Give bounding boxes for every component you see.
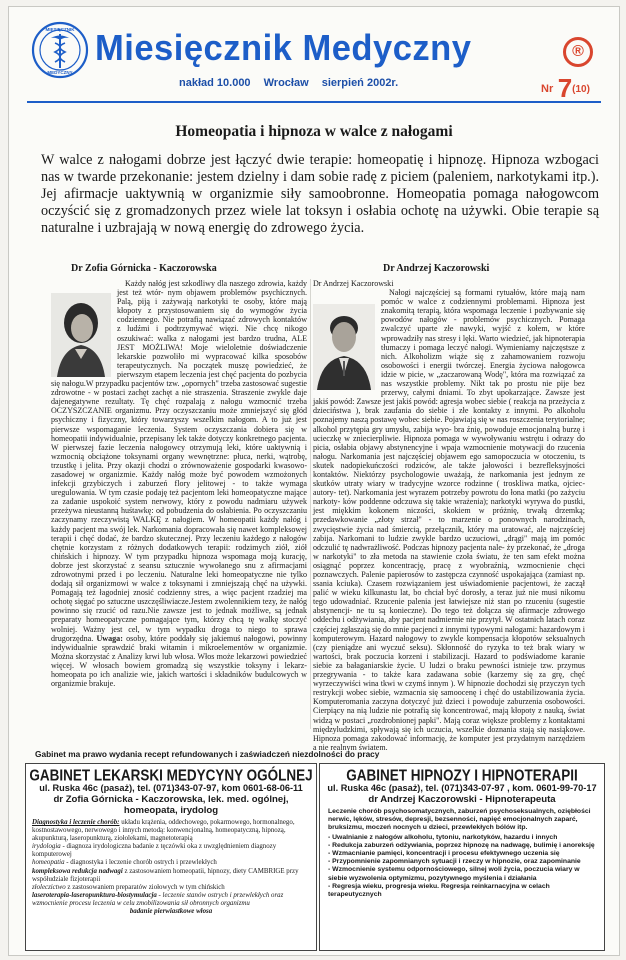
svc-homeopathy-head: homeopatia	[32, 859, 65, 867]
ad-left-title: GABINET LEKARSKI MEDYCYNY OGÓLNEJ	[29, 766, 313, 785]
author-left: Dr Zofia Górnicka - Kaczorowska	[71, 263, 217, 274]
masthead-title: Miesięcznik Medyczny	[95, 27, 472, 68]
ad-left-spec: homeopata, irydolog	[123, 805, 219, 816]
registered-mark-icon: ®	[563, 37, 593, 67]
ad-right-item: - Redukcja zaburzeń odżywiania, poprzez hipnozę na nadwagę, bulimię i anoreksję	[328, 841, 595, 849]
ad-right-item: - Wzmocnienie systemu odpornościowego, silnej woli życia, poczucia wiary w siebie wyzwolenia optymizmu, pozytywnego myślenia i działania	[328, 866, 580, 882]
issue-number	[541, 73, 590, 104]
article-headline: Homeopatia i hipnoza w walce z nałogami	[175, 123, 453, 140]
ad-right-address: ul. Ruska 46c (pasaż), tel. (071)343-07-97 , kom. 0601-99-70-17	[327, 783, 597, 793]
svc-laser-head: laseroterapia-laseropunktura-biostymulacja	[32, 891, 157, 899]
ad-right-intro: Leczenie chorób psychosomatycznych, zaburzeń psychoseksualnych, oziębłości nerwic, lęków, stresów, depresji, bezsenności, napięć emocjonalnych zaparć, bruksizmu, moczeń nocnych u dzieci, przewlekłych bólów itp.	[328, 808, 591, 832]
article-column-right	[313, 279, 585, 752]
ad-left-doctor: dr Zofia Górnicka - Kaczorowska, lek. med. ogólnej,	[53, 794, 289, 805]
svc-iridology-head: irydologia	[32, 843, 61, 851]
author-right: Dr Andrzej Kaczorowski	[383, 263, 490, 274]
prescription-note: Gabinet ma prawo wydania recept refundowanych i zaświadczeń niezdolności do pracy	[35, 749, 380, 759]
ad-right-item: - Przypomnienie zapomnianych sytuacji i rzeczy w hipnozie, oraz zapominanie	[328, 858, 581, 866]
ad-right-services	[320, 805, 604, 899]
city: Wrocław	[263, 77, 309, 89]
ad-right-doctor: dr Andrzej Kaczorowski - Hipnoterapeuta	[368, 794, 556, 805]
masthead-divider	[27, 101, 601, 103]
svc-diagnostics-text: układu krążenia, oddechowego, pokarmowego, hormonalnego, kostnostawowego, nerwowego i innych metodą: konwencjonalną, homeopatyczną, hipnozą, akupunkturą, laseropunkturą, ziołolekami, magnetoterapią	[32, 819, 295, 843]
svc-laser-text: - leczenie stanów ostrych i przewlekłych oraz wzmocnienie procesu leczenia w celu zmobilizowania sił obronnych organizmu	[32, 891, 284, 907]
newspaper-page	[8, 6, 620, 956]
circulation: nakład 10.000	[179, 77, 251, 89]
svc-hair-head: badanie pierwiastkowe włosa	[129, 908, 213, 916]
col2-byline: Dr Andrzej Kaczorowski	[313, 279, 394, 288]
ad-left-services	[26, 816, 316, 916]
column-divider	[310, 279, 311, 729]
author-photo-woman	[51, 293, 111, 377]
issue-total: (10)	[572, 84, 590, 95]
ad-general-practice	[25, 763, 317, 951]
svc-herbs-head: złoleczictwo	[32, 883, 66, 891]
svc-weight-text: z zastosowaniem homeopatii, hipnozy, diety CAMBRIGE przy współudziale fizjoterapii	[32, 867, 299, 883]
seal-bottom-text: MEDYCZNY	[47, 70, 73, 75]
svc-homeopathy-text: - diagnostyka i leczenie chorób ostrych i przewlekłych	[64, 859, 217, 867]
col2-text: Nałogi najczęściej są formami rytuałów, które mają nam pomóc w walce z codziennymi problemami. Hipnoza jest znakomitą terapią, która wspomaga leczenie i pozbywanie się powodów nałogów - problemów psychicznych. Pomaga zwalczyć uparte złe nawyki, wyjść z kołem, w które wprowadziły nas stresy i lęki. Warto wiedzieć, jak hipnoterapia tłumaczy i pomaga leczyć nałogi. Wymieniamy najczęstsze z nich. Alkoholizm wiąże się z zahamowaniem rozwoju osobowości i energii twórczej. Energia życiowa nałogowca idzie w picie, w „zaczarowaną Wodę", która ma rozwiązać za nas wszystkie problemy. Nikt tak po prostu nie pije bez przerwy, całymi dniami. To zbyt upokarzające. Zawsze jest jakiś powód: Zawsze jest jakiś powód: agresja wobec siebie ( reakcja na przeżycia z dzieciństwa ), brak zaufania do siebie i złe kontakty z innymi. Po alkoholu poznajemy naszą postawę wobec siebie. Pojawiają się w nas roszczenia terytorialne; alkohol przytępia gry umysłu, zabija wyo- bra źnię, powoduje emocjonalną burzę i ucieczkę w zniecierpliwie. Hipnoza pomaga w wywoływaniu wstrętu i odrazy do picia, osłabia objawy abstynencyjne i wpaja wzmocnienie motywacji do rzucenia nałogu. Narkomania jest najczęściej objawem ego samopoczucia w otoczeniu, ts skutek nadopiekuńczości rodziców, ale także jałowości i bezrefleksyjności kontaktów. Niektórzy psychologowie uważają, że narkomania jest jednym ze skutków utraty wiary w tradycyjne wzorce rodzinne ( troskliwa matka, ojciec-autory- tet). Narkomania jest wyrazem potrzeby powrotu do łona matki (po zażyciu narkoty- ków poddenne odczuwa się takie wrażenia); narkotyki wyrywa do pustki, jest miękkim kokonem niczości, skokiem w próżnię, trwałą drzemką; przedawkowanie „złoty strzał" - to marzenie o ponownych narodzinach, zwycięstwie życia nad śmiercią, przełącznik, który ma uratować, ale najczęściej zabija. Narkomani to ludzie zwykle bardzo uczuciowi, „drągi" mają im pomóc odczulić tę nadwrażliwość. Podczas hipnozy pacjenta nale- ży przekonać, że „droga w narkotyki" to zła metoda na stawienie czoła światu, że ten sam efekt można osiągnąć poprzez koncentrację, pracę z wyobraźnią, wzmocnienie chęci poznawczych. Palenie papierosów to zastępcza czynność uspokajająca (zamiast np. ssania kciuka). Czasem rozwiązaniem jest uświadomienie pacjentowi, że zaczął palić w wieku kilkunastu lat, bo chciał być dorosły, a teraz już nie musi nikomu tego udowadniać. Rzucenie palenia jest łatwiejsze niż stan po rzuceniu (sugestie abstynencji- ne tu są konieczne). Do tego też dołącza się afirmacje zdrowego oddechu i odżywiania, aby pacjent nadmiernie nie przytył. W ostatnich latach coraz częściej zgłaszają się do mnie pacjenci z innymi typowymi nałogami: hazardowym i komputerowym. Hazard nałogowy to zwykle kompensacja kłopotów seksualnych (czy pieniądze ani wyczuć seksu). Skłonność do ryzyka to też brak wiary w wartości, brak poczucia korzeni i stabilizacji. Hazard to podświadome karanie siebie za bałaganiarskie życie. U ludzi o braku pewności istnieje tzw. przymus przegrywania - to także kara zadawana sobie (karzemy się za grę, chęć wyrzeczywiści wina tkwi w czymś innym ). W hipnozie dochodzi się przyczyn tych restrykcji wobec siebie, wzmacnia się samoocenę i chęć do ustabilizowania życia. Komputeromania zaczyna dotyczyć już dzieci i powoduje zaburzenia osobowości. Cierpiący na nią ludzie nie potrafią się koncentrować, mają kłopoty z nauką, świat widzą w postaci „rozdrobnionej papki". Mają coraz większe problemy z kontaktami międzyludzkimi, spływają się ich uczucia, wszelkie doznania stają się nasiąkowe. Hipnoza pomaga zakodować informację, że komputer jest przydatnym narzędziem a nie realnym światem.	[313, 288, 585, 752]
article-lead: W walce z nałogami dobrze jest łączyć dwie terapie: homeopatię i hipnozę. Hipnoza wzbogaci nas w twarde przekonanie: jestem dzielny i dam sobie radę z piciem (paleniem, narkotykami itp.). Jej afirmacje uaktywnią w organizmie siły samoobronne. Homeopatia pomaga nałogowcom oczyścić się z gromadzonych przez wiele lat toksyn i osłabia ochotę na używki. Obie terapie są naturalne i uzbrajają w nową energię do zdrowego życia.	[41, 152, 599, 236]
issue-date: sierpień 2002r.	[321, 77, 399, 89]
svc-weight-head: kompleksowa redukcja nadwagi	[32, 867, 123, 875]
col1-text: Każdy nałóg jest szkodliwy dla naszego zdrowia, każdy jest też wtór- nym objawem problemów psychicznych. Palą, piją i zażywają narkotyki te osoby, które mają kłopoty z przystosowaniem się do wymogów życia codziennego. Nie potrafią nawiązać zdrowych kontaktów z ludźmi i podtrzymywać więzi. Nie chcę nikogo oszukiwać: walka z nałogami jest bardzo trudna, ALE JEST MOŻLIWA! Moje wieloletnie doświadczenie lekarskie pozwoliło mi wypracować kilka sposobów terapeutycznych. Na początek muszę powiedzieć, że pierwszym etapem leczenia jest chęć pacjenta do pozbycia się nałogu.W przypadku pacjentów tzw. „opornych" trzeba zastosować sugestie zdrowotne - w postaci zachęt zachęt a nie straszenia. Straszenie zwykle daje dajenegatywne rezultaty. Tę chęć rozpalają z nałogu wzmocnić trzeba OCZYSZCZANIE organizmu. Przy oczyszczaniu może zmniejszyć się głód psychiczny i fizyczny, który towarzyszy wszelkim nałogom. A to już jest pierwsze wspomaganie leczenia. System oczyszczania dobiera się w homeopatii indywidualnie, przepisany lek także dotyczy konkretnego pacjenta. W pierwszej fazie leczenia nałogowcy otrzymują leki, które uaktywnią i wzmocnią obciążone toksynami organy wewnętrzne: płuca, nerki, wątrobę, trzustkę i jelita. Przy okazji chodzi o zrównoważenie gospodarki kwasowo-zasadowej w organizmie. Każdy nałóg może być powodem wzmożonych infekcji grzybiczych i zaburzeń flory jelitowej - to także wymaga uregulowania. W tym czasie podaję też pacjentom leki homeopatyczne mające za zadanie uspokoić system nerwowy, który z powodu nadmiaru używek przeżywa nieustanną huśtawkę: od pobudzenia do osłabienia. Po oczyszczaniu zaczynamy rzeczywistą WALKĘ z nałogiem. W homeopatii każdy nałóg i każdy pacjent ma swój lek. Narkomania dopracowała się nawet kompleksowej terapii i chęć dodać, że bardzo skutecznej. Przy leczeniu każdego z nałogów chętnie korzystam z różnych dodatkowych terapii: rodzimych ziół, ziół chińskich i hipnozy. W tym przypadku hipnoza wspomaga moją kurację, dobrze jest skorzystać z seansu sztucznie wywołanego snu z afirmacjami zdrowotnymi przed i po leczeniu. Naturalne leki homeopatyczne nie tylko dodają sił organizmowi w walce z toksynami i zmniejszają chęć na używki. Pomagają też łagodniej znosić codzienny stres, a więc pacjent rzadziej ma ochotę sięgać po sztuczne uszczęśliwiacze.Jestem zwolennikiem tezy, że nałóg powinno się rzucić od razu.Nie zawsze jest to jednak możliwe, są jednak preparaty homeopatyczne pomagające tym, którzy chcą tę walkę stoczyć wolniej. Ważny jest cel, w tym wypadku droga to niego to sprawa drugorzędna.	[51, 279, 308, 643]
ad-right-item: - Regresja wieku, progresja wieku. Regresja reinkarnacyjna w celach terapeutycznych	[328, 882, 550, 899]
svc-herbs-text: z zastosowaniem preparatów ziołowych w tym chińskich	[65, 883, 225, 891]
ad-hypnosis	[319, 763, 605, 951]
ad-right-item: - Wzmacnianie pamięci, koncentracji i procesu efektywnego uczenia się	[328, 850, 560, 858]
ad-right-title: GABINET HIPNOZY I HIPNOTERAPII	[346, 766, 578, 785]
article-column-left	[51, 279, 307, 731]
svc-diagnostics-head: Diagnostyka i leczenie chorób:	[32, 819, 120, 826]
caduceus-seal-icon	[31, 21, 89, 83]
ad-right-item: - Uwalnianie z nałogów alkoholu, tytoniu, narkotyków, hazardu i innych	[328, 833, 558, 841]
ad-left-address: ul. Ruska 46c (pasaż), tel. (071)343-07-97, kom 0601-68-06-11	[39, 783, 303, 793]
author-photo-man	[313, 304, 375, 390]
seal-top-text: MIESIĘCZNIK	[45, 27, 75, 32]
issue-prefix: Nr	[541, 83, 554, 95]
masthead-subline	[179, 77, 408, 89]
issue-num: 7	[557, 73, 573, 103]
col1-text-end: osoby, które poddały się jakiemuś nałogowi, powinny indywidualnie sprawdzić braki witamin i mikroelementów w organizmie. Można skorzystać z Analizy krwi lub włosa. Włos może lekarzowi powiedzieć więcej. W włosach bowiem gromadzą się wszystkie toksyny i lekarz-homeopata po ich analizie wie, jakich wartości i składników budulcowych w organizmie brakuje.	[51, 633, 307, 689]
uwaga-label: Uwaga:	[96, 633, 123, 643]
svc-iridology-text: - diagnoza irydologiczna badanie z tęczówki oka z uwzględnieniem diagnozy komputerowej	[32, 843, 277, 859]
